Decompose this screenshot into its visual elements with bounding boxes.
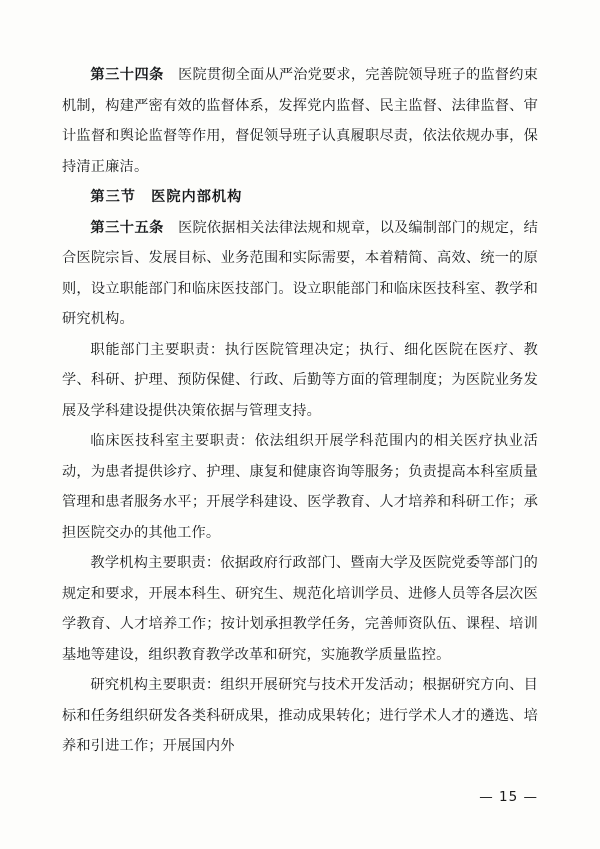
article-label-34: 第三十四条 <box>90 67 164 83</box>
page-number: — 15 — <box>479 789 538 805</box>
article-label-35: 第三十五条 <box>90 219 164 236</box>
article-paragraph-35 <box>62 213 538 335</box>
paragraph-research-institutions: 研究机构主要职责：组织开展研究与技术开发活动；根据研究方向、目标和任务组织研发各类科研成果，推动成果转化；进行学术人才的遴选、培养和引进工作；开展国内外 <box>62 677 538 754</box>
paragraph-teaching-institutions: 教学机构主要职责：依据政府行政部门、暨南大学及医院党委等部门的规定和要求，开展本科生、研究生、规范化培训学员、进修人员等各层次医学教育、人才培养工作；按计划承担教学任务，完善师资队伍、课程、培训基地等建设，组织教育教学改革和研究，实施教学质量监控。 <box>62 555 538 663</box>
document-body <box>62 60 538 762</box>
article-text-35: 医院依据相关法律法规和规章，以及编制部门的规定，结合医院宗旨、发展目标、业务范围和实际需要，本着精简、高效、统一的原则，设立职能部门和临床医技部门。设立职能部门和临床医技科室、教学和研究机构。 <box>62 219 538 327</box>
paragraph-clinical-departments: 临床医技科室主要职责：依法组织开展学科范围内的相关医疗执业活动，为患者提供诊疗、护理、康复和健康咨询等服务；负责提高本科室质量管理和患者服务水平；开展学科建设、医学教育、人才培养和科研工作；承担医院交办的其他工作。 <box>62 433 538 541</box>
paragraph-functional-departments: 职能部门主要职责：执行医院管理决定；执行、细化医院在医疗、教学、科研、护理、预防保健、行政、后勤等方面的管理制度；为医院业务发展及学科建设提供决策依据与管理支持。 <box>62 341 538 419</box>
article-paragraph-34 <box>62 60 538 182</box>
section-heading-3: 第三节 医院内部机构 <box>90 189 243 205</box>
article-text-34: 医院贯彻全面从严治党要求，完善院领导班子的监督约束机制，构建严密有效的监督体系，发挥党内监督、民主监督、法律监督、审计监督和舆论监督等作用，督促领导班子认真履职尽责，依法依规办事，保持清正廉洁。 <box>62 67 538 175</box>
